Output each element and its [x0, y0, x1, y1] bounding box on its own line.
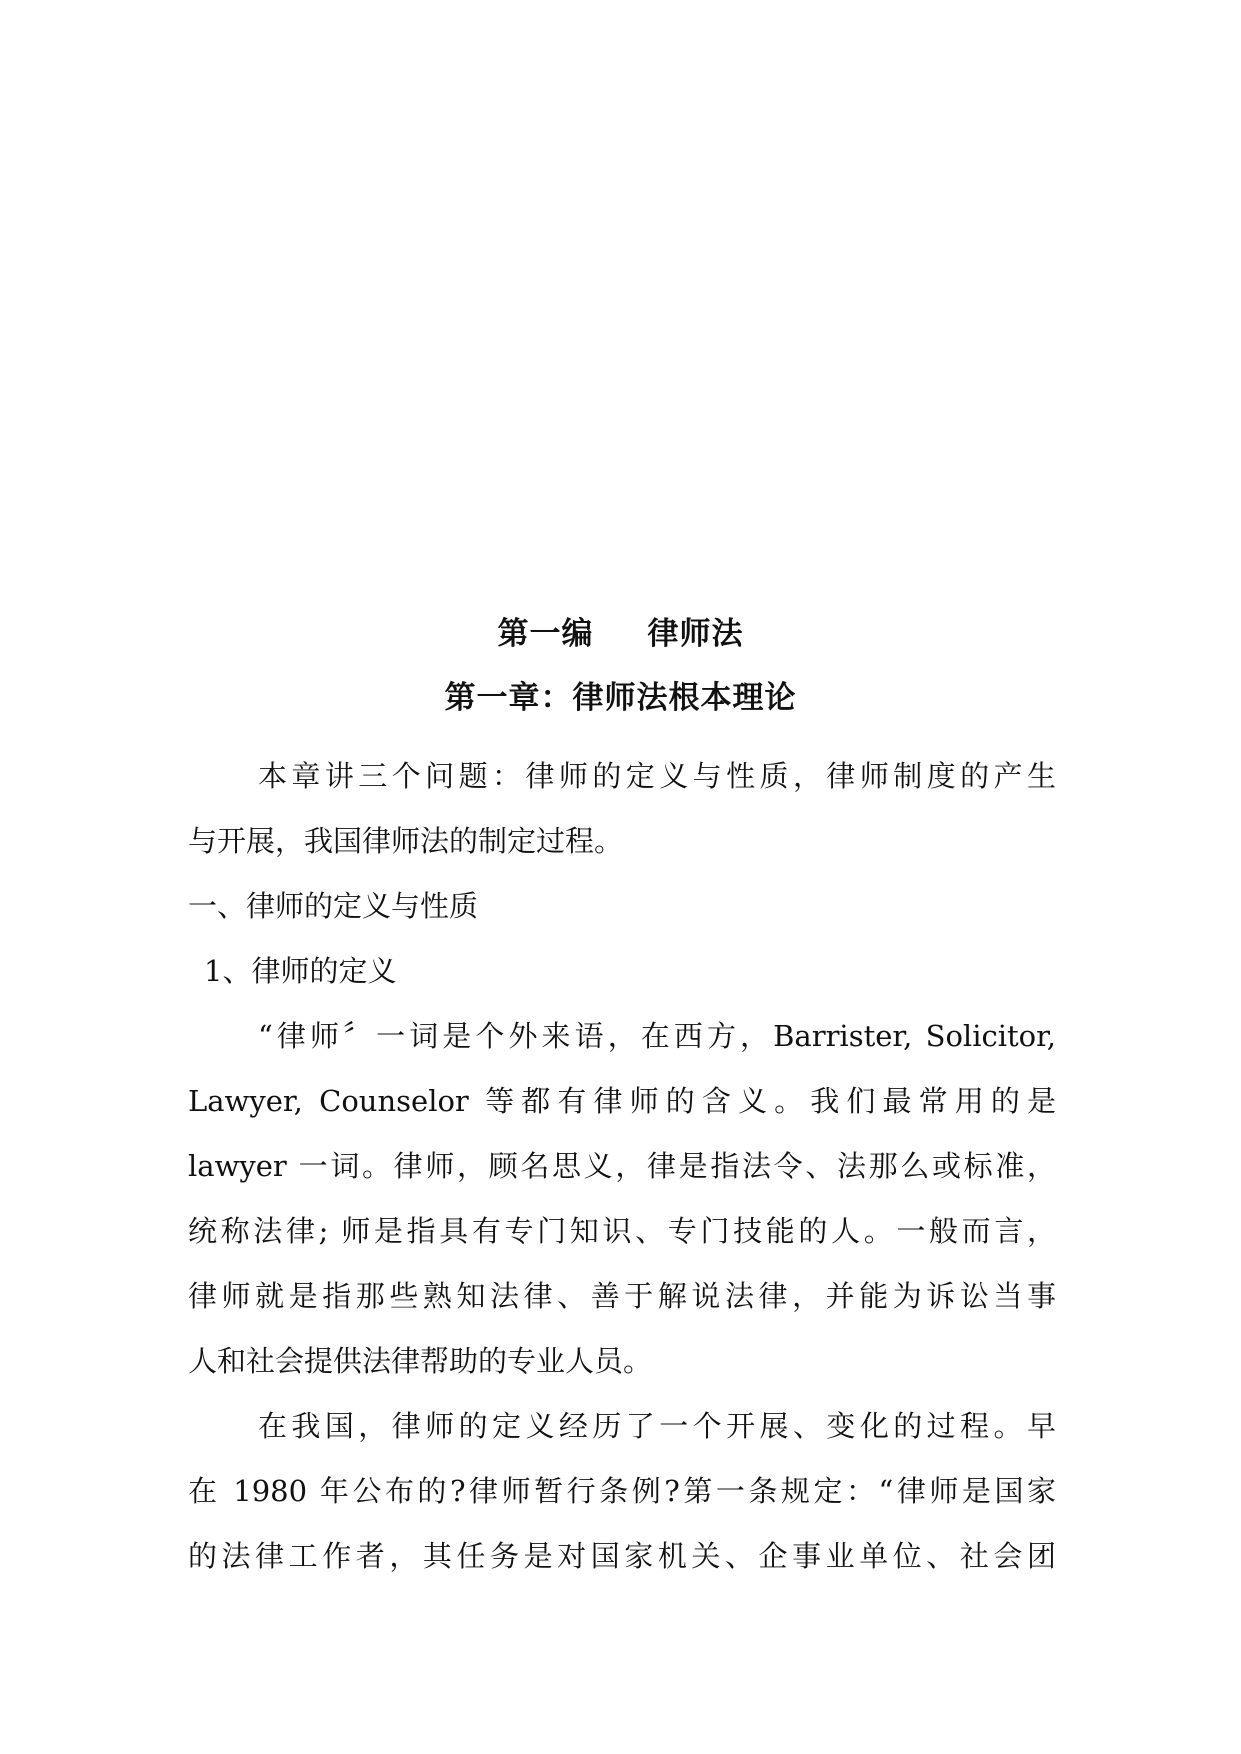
definition-line-6: 人和社会提供法律帮助的专业人员。	[188, 1344, 653, 1378]
part-title-number: 第一编	[497, 616, 594, 652]
history-line-3: 的法律工作者，其任务是对国家机关、企事业单位、社会团	[188, 1539, 1056, 1573]
history-line-2: 在 1980 年公布的?律师暂行条例?第一条规定：“律师是国家	[188, 1474, 1056, 1508]
part-title	[0, 612, 1241, 656]
definition-line-3: lawyer 一词。律师，顾名思义，律是指法令、法那么或标准，	[188, 1149, 1056, 1183]
definition-line-1: “律师〞一词是个外来语，在西方，Barrister, Solicitor,	[258, 1019, 1056, 1053]
intro-line-2: 与开展，我国律师法的制定过程。	[188, 824, 624, 858]
chapter-title: 第一章：律师法根本理论	[444, 680, 797, 716]
intro-line-1: 本章讲三个问题：律师的定义与性质，律师制度的产生	[258, 759, 1056, 793]
definition-line-2: Lawyer, Counselor 等都有律师的含义。我们最常用的是	[188, 1084, 1056, 1118]
section-heading: 一、律师的定义与性质	[188, 889, 479, 923]
history-line-1: 在我国，律师的定义经历了一个开展、变化的过程。早	[258, 1409, 1056, 1443]
definition-line-5: 律师就是指那些熟知法律、善于解说法律，并能为诉讼当事	[188, 1279, 1056, 1313]
subsection-heading: 1、律师的定义	[204, 954, 397, 988]
definition-line-4: 统称法律; 师是指具有专门知识、专门技能的人。一般而言，	[188, 1214, 1056, 1248]
part-title-name: 律师法	[647, 616, 744, 652]
document-body	[188, 744, 1056, 1589]
